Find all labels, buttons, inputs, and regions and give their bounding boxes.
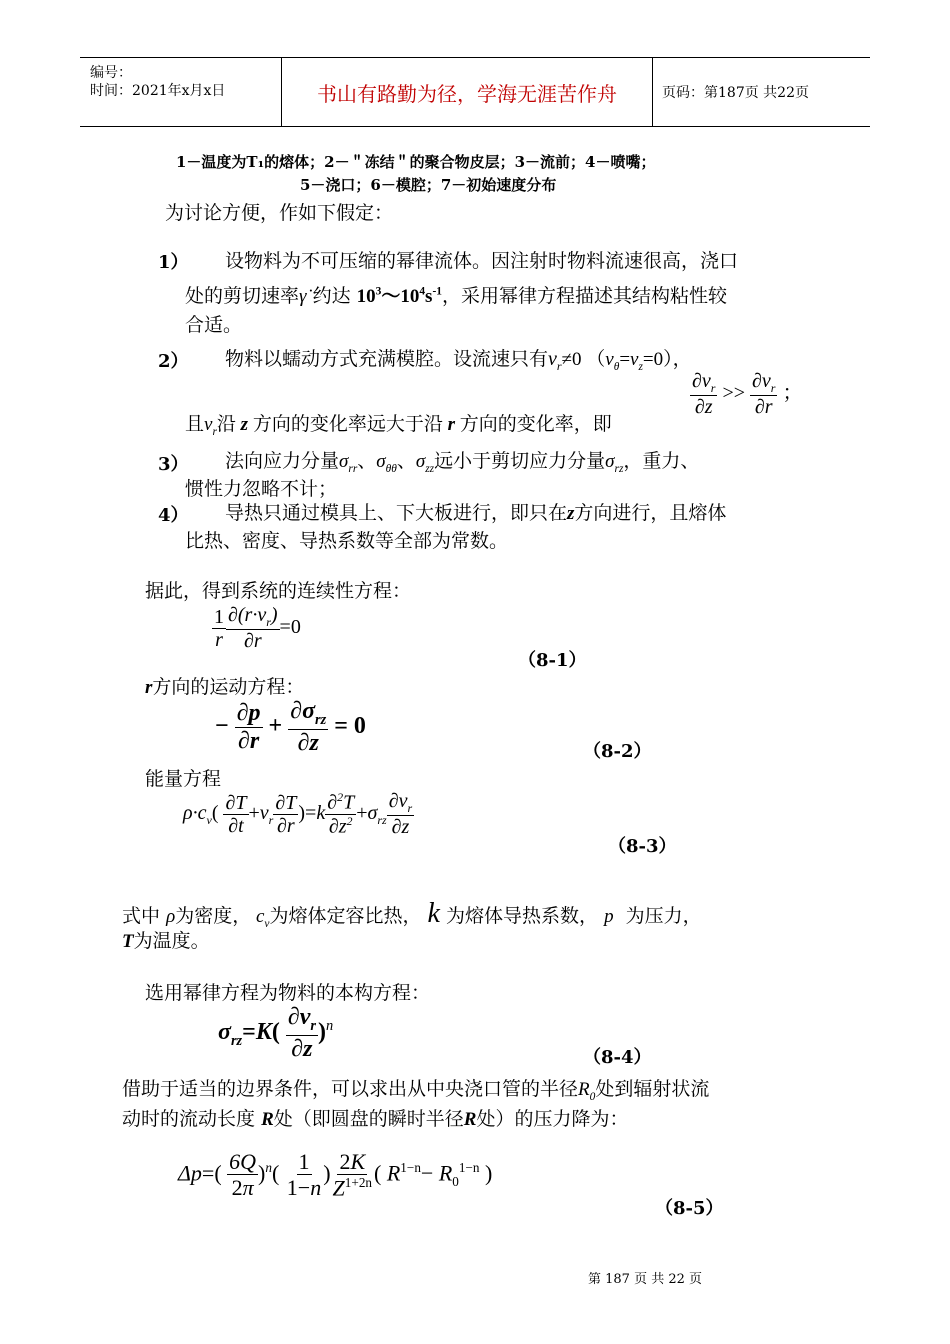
- equation-8-4-number: （8-4）: [583, 1047, 652, 1068]
- inequality-equation: $\frac{\partial v_r}{\partial z}$ >> $\frac{\partial v_r}{\partial r}$ ；: [692, 370, 803, 419]
- equation-8-2-number: （8-2）: [583, 741, 652, 762]
- assumption-2-line2: 且$v_r$沿 z 方向的变化率远大于沿 r 方向的变化率，即: [185, 413, 612, 438]
- boundary-line1: 借助于适当的边界条件，可以求出从中央浇口管的半径$R_0$处到辐射状流: [122, 1078, 710, 1103]
- equation-8-3: $\rho\cdot c_v$( $\frac{\partial T}{\partial t}$ $+v_r$ $\frac{\partial T}{\partial r}$ )=k $\frac{\partial^2T}{\partial z^2}$ $+\sigma_{rz}$ $\frac{\partial v_r}{\partial z}$: [183, 789, 413, 839]
- motion-label: r方向的运动方程：: [145, 676, 305, 698]
- header-page-info: 页码：第187页 共22页: [662, 85, 809, 101]
- figure-caption-line1: 1－温度为T₁的熔体；2－＂冻结＂的聚合物皮层；3－流前；4－喷嘴；: [176, 153, 656, 171]
- equation-8-2: − $\frac{\partial p}{\partial r}$ + $\frac{\partial\sigma_{rz}}{\partial z}$ = 0: [215, 698, 366, 756]
- energy-label: 能量方程: [145, 768, 222, 790]
- assumption-3-line2: 惯性力忽略不计；: [185, 478, 338, 500]
- assumption-1-line3: 合适。: [185, 314, 243, 336]
- constitutive-label: 选用幂律方程为物料的本构方程：: [145, 982, 431, 1004]
- header-motto: 书山有路勤为径，学海无涯苦作舟: [281, 58, 653, 126]
- equation-8-1-number: （8-1）: [518, 650, 587, 671]
- equation-8-1: $\frac{1}{r}$ $\frac{\partial(r\cdot v_r)}{\partial r}$ =0: [214, 604, 301, 653]
- equation-8-5: Δp=( $\frac{6Q}{2\pi}$ )$^n$( $\frac{1}{1-n}$ ) $\frac{2K}{Z^{1+2n}}$ ( $R^{1-n}- R_0^{1-n}$ ): [178, 1149, 493, 1201]
- assumption-1-line1: 设物料为不可压缩的幂律流体。因注射时物料流速很高，浇口: [225, 250, 739, 272]
- figure-caption-line2: 5－浇口；6－模腔；7－初始速度分布: [300, 176, 557, 194]
- assumption-4-line2: 比热、密度、导热系数等全部为常数。: [185, 530, 509, 552]
- page-header: [80, 57, 870, 127]
- symbols-line2: T为温度。: [122, 930, 210, 952]
- assumption-2-number: 2）: [158, 351, 189, 372]
- equation-8-3-number: （8-3）: [608, 836, 677, 857]
- continuity-label: 据此，得到系统的连续性方程：: [145, 580, 412, 602]
- assumption-4-line1: 导热只通过模具上、下大板进行，即只在z方向进行，且熔体: [225, 502, 727, 524]
- assumption-4-number: 4）: [158, 505, 189, 526]
- intro-text: 为讨论方便，作如下假定：: [165, 202, 394, 224]
- assumption-1-line2: 处的剪切速率γ̇ 约达 $10^3\sim 10^4s^{-1}$，采用幂律方程描述其结构粘性较: [185, 285, 727, 307]
- assumption-3-line1: 法向应力分量$\sigma_{rr}$、$\sigma_{\theta\theta}$、$\sigma_{zz}$远小于剪切应力分量$\sigma_{rz}$，重力、: [225, 450, 700, 475]
- equation-8-4: $\sigma_{rz}=K$( $\frac{\partial v_r}{\partial z}$ )$^n$: [218, 1004, 334, 1062]
- page-footer: 第 187 页 共 22 页: [588, 1272, 703, 1287]
- header-meta: [80, 58, 280, 126]
- time-label: 时间：2021年x月x日: [90, 83, 226, 99]
- number-label: 编号：: [90, 65, 132, 81]
- equation-8-5-number: （8-5）: [655, 1198, 724, 1219]
- symbols-line1: 式中 ρ为密度， $c_v$为熔体定容比热， k 为熔体导热系数， p 为压力，: [122, 898, 702, 930]
- boundary-line2: 动时的流动长度 R处（即圆盘的瞬时半径R处）的压力降为：: [122, 1108, 629, 1130]
- assumption-3-number: 3）: [158, 454, 189, 475]
- assumption-1-number: 1）: [158, 252, 189, 273]
- assumption-2-line1: 物料以蠕动方式充满模腔。设流速只有$v_r\ne 0$ $(v_\theta=v_z=0)$，: [225, 348, 692, 373]
